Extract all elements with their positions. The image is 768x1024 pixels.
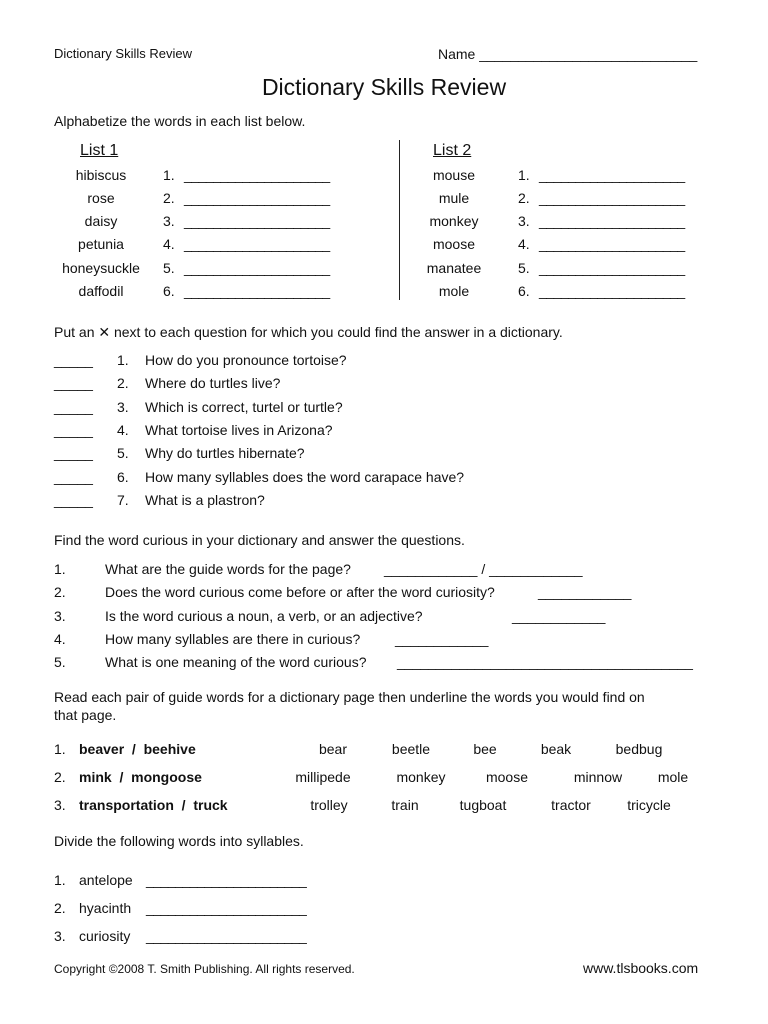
- question-text: Does the word curious come before or after the word curiosity?: [105, 584, 495, 601]
- list2-answer-blank[interactable]: ____________________: [539, 167, 685, 183]
- question-number: 1.: [54, 561, 66, 577]
- syllable-word: antelope: [79, 872, 133, 888]
- section4-instruction-line1: Read each pair of guide words for a dictionary page then underline the words you would find on: [54, 689, 645, 705]
- candidate-word[interactable]: tractor: [551, 797, 591, 813]
- question-text: What is one meaning of the word curious?: [105, 654, 367, 671]
- question-number: 2.: [117, 375, 129, 392]
- candidate-word[interactable]: train: [391, 797, 419, 813]
- answer-blank[interactable]: ____________: [538, 584, 632, 601]
- candidate-word[interactable]: monkey: [396, 769, 446, 785]
- list1-number: 3.: [163, 213, 175, 229]
- item-number: 2.: [54, 900, 66, 916]
- list1-title: List 1: [80, 142, 119, 159]
- list2-number: 5.: [518, 260, 530, 276]
- list2-word: mole: [438, 283, 470, 299]
- candidate-word[interactable]: mole: [657, 769, 689, 785]
- list1-word: petunia: [78, 236, 124, 252]
- question-number: 1.: [117, 352, 129, 368]
- footer-website[interactable]: www.tlsbooks.com: [583, 960, 699, 976]
- list2-word: mouse: [432, 167, 476, 183]
- candidate-word[interactable]: bedbug: [615, 741, 663, 757]
- list1-answer-blank[interactable]: ____________________: [184, 190, 330, 206]
- question-number: 3.: [117, 398, 129, 415]
- question-text: What tortoise lives in Arizona?: [145, 421, 333, 438]
- check-blank[interactable]: _____: [54, 445, 93, 462]
- candidate-word[interactable]: moose: [485, 769, 529, 785]
- name-field[interactable]: Name ____________________________: [438, 46, 698, 62]
- footer-copyright: Copyright ©2008 T. Smith Publishing. All rights reserved.: [54, 962, 355, 976]
- list1-word: hibiscus: [75, 167, 127, 183]
- question-text: What are the guide words for the page?: [105, 561, 351, 577]
- candidate-word[interactable]: bee: [473, 741, 497, 757]
- list2-number: 3.: [518, 213, 530, 229]
- candidate-word[interactable]: minnow: [573, 769, 623, 785]
- list1-answer-blank[interactable]: ____________________: [184, 236, 330, 252]
- syllable-word: hyacinth: [79, 900, 132, 916]
- question-text: How do you pronounce tortoise?: [145, 352, 347, 368]
- candidate-word[interactable]: tugboat: [459, 797, 507, 813]
- list1-word: daffodil: [78, 283, 124, 299]
- list2-title: List 2: [433, 142, 472, 159]
- list1-word: daisy: [84, 213, 118, 229]
- question-number: 4.: [117, 421, 129, 438]
- check-blank[interactable]: _____: [54, 421, 93, 438]
- guide-words: mink / mongoose: [79, 769, 202, 785]
- list1-number: 5.: [163, 260, 175, 276]
- list2-answer-blank[interactable]: ____________________: [539, 260, 685, 276]
- item-number: 1.: [54, 872, 66, 888]
- list1-word: honeysuckle: [62, 260, 140, 276]
- candidate-word[interactable]: beak: [540, 741, 572, 757]
- question-number: 3.: [54, 607, 66, 624]
- question-number: 4.: [54, 630, 66, 647]
- answer-blank[interactable]: ____________: [512, 607, 606, 624]
- list1-answer-blank[interactable]: ____________________: [184, 260, 330, 276]
- list1-number: 4.: [163, 236, 175, 252]
- question-number: 5.: [54, 654, 66, 671]
- candidate-word[interactable]: millipede: [295, 769, 351, 785]
- candidate-word[interactable]: bear: [318, 741, 348, 757]
- syllable-word: curiosity: [79, 928, 131, 944]
- list2-number: 4.: [518, 236, 530, 252]
- question-number: 5.: [117, 445, 129, 462]
- answer-blank[interactable]: ____________ / ____________: [384, 561, 583, 577]
- guide-words: transportation / truck: [79, 797, 228, 813]
- list2-answer-blank[interactable]: ____________________: [539, 190, 685, 206]
- list1-answer-blank[interactable]: ____________________: [184, 283, 330, 299]
- list2-answer-blank[interactable]: ____________________: [539, 236, 685, 252]
- check-blank[interactable]: _____: [54, 352, 93, 368]
- answer-blank[interactable]: ______________________________________: [397, 654, 693, 671]
- row-number: 1.: [54, 741, 66, 757]
- list1-number: 1.: [163, 167, 175, 183]
- candidate-word[interactable]: beetle: [391, 741, 431, 757]
- question-number: 7.: [117, 491, 129, 508]
- question-text: How many syllables does the word carapace have?: [145, 468, 465, 485]
- question-text: Which is correct, turtel or turtle?: [145, 398, 343, 415]
- check-blank[interactable]: _____: [54, 491, 93, 508]
- list2-number: 1.: [518, 167, 530, 183]
- question-text: Where do turtles live?: [145, 375, 281, 392]
- syllable-answer-blank[interactable]: ______________________: [146, 928, 307, 944]
- list2-answer-blank[interactable]: ____________________: [539, 283, 685, 299]
- list2-word: moose: [432, 236, 476, 252]
- item-number: 3.: [54, 928, 66, 944]
- syllable-answer-blank[interactable]: ______________________: [146, 872, 307, 888]
- guide-words: beaver / beehive: [79, 741, 196, 757]
- candidate-word[interactable]: trolley: [310, 797, 348, 813]
- list2-number: 2.: [518, 190, 530, 206]
- list1-word: rose: [87, 190, 115, 206]
- question-text: Is the word curious a noun, a verb, or an adjective?: [105, 607, 423, 624]
- list2-word: monkey: [429, 213, 479, 229]
- section1-instruction: Alphabetize the words in each list below.: [54, 113, 306, 129]
- answer-blank[interactable]: ____________: [395, 630, 489, 647]
- page-title: Dictionary Skills Review: [261, 74, 507, 100]
- row-number: 3.: [54, 797, 66, 813]
- question-number: 6.: [117, 468, 129, 485]
- question-text: Why do turtles hibernate?: [145, 445, 305, 462]
- question-text: How many syllables are there in curious?: [105, 630, 361, 647]
- candidate-word[interactable]: tricycle: [627, 797, 671, 813]
- section5-instruction: Divide the following words into syllables.: [54, 833, 304, 849]
- section2-instruction: Put an ✕ next to each question for which you could find the answer in a dictionary.: [54, 324, 563, 340]
- list1-number: 6.: [163, 283, 175, 299]
- list2-number: 6.: [518, 283, 530, 299]
- question-number: 2.: [54, 584, 66, 601]
- check-blank[interactable]: _____: [54, 398, 93, 415]
- header-worksheet-label: Dictionary Skills Review: [54, 46, 192, 61]
- list1-number: 2.: [163, 190, 175, 206]
- question-text: What is a plastron?: [145, 491, 265, 508]
- section3-instruction: Find the word curious in your dictionary and answer the questions.: [54, 532, 465, 548]
- list1-answer-blank[interactable]: ____________________: [184, 213, 330, 229]
- list2-word: mule: [438, 190, 470, 206]
- check-blank[interactable]: _____: [54, 375, 93, 392]
- row-number: 2.: [54, 769, 66, 785]
- section4-instruction-line2: that page.: [54, 707, 117, 723]
- check-blank[interactable]: _____: [54, 468, 93, 485]
- list2-word: manatee: [426, 260, 482, 276]
- syllable-answer-blank[interactable]: ______________________: [146, 900, 307, 916]
- list1-answer-blank[interactable]: ____________________: [184, 167, 330, 183]
- list2-answer-blank[interactable]: ____________________: [539, 213, 685, 229]
